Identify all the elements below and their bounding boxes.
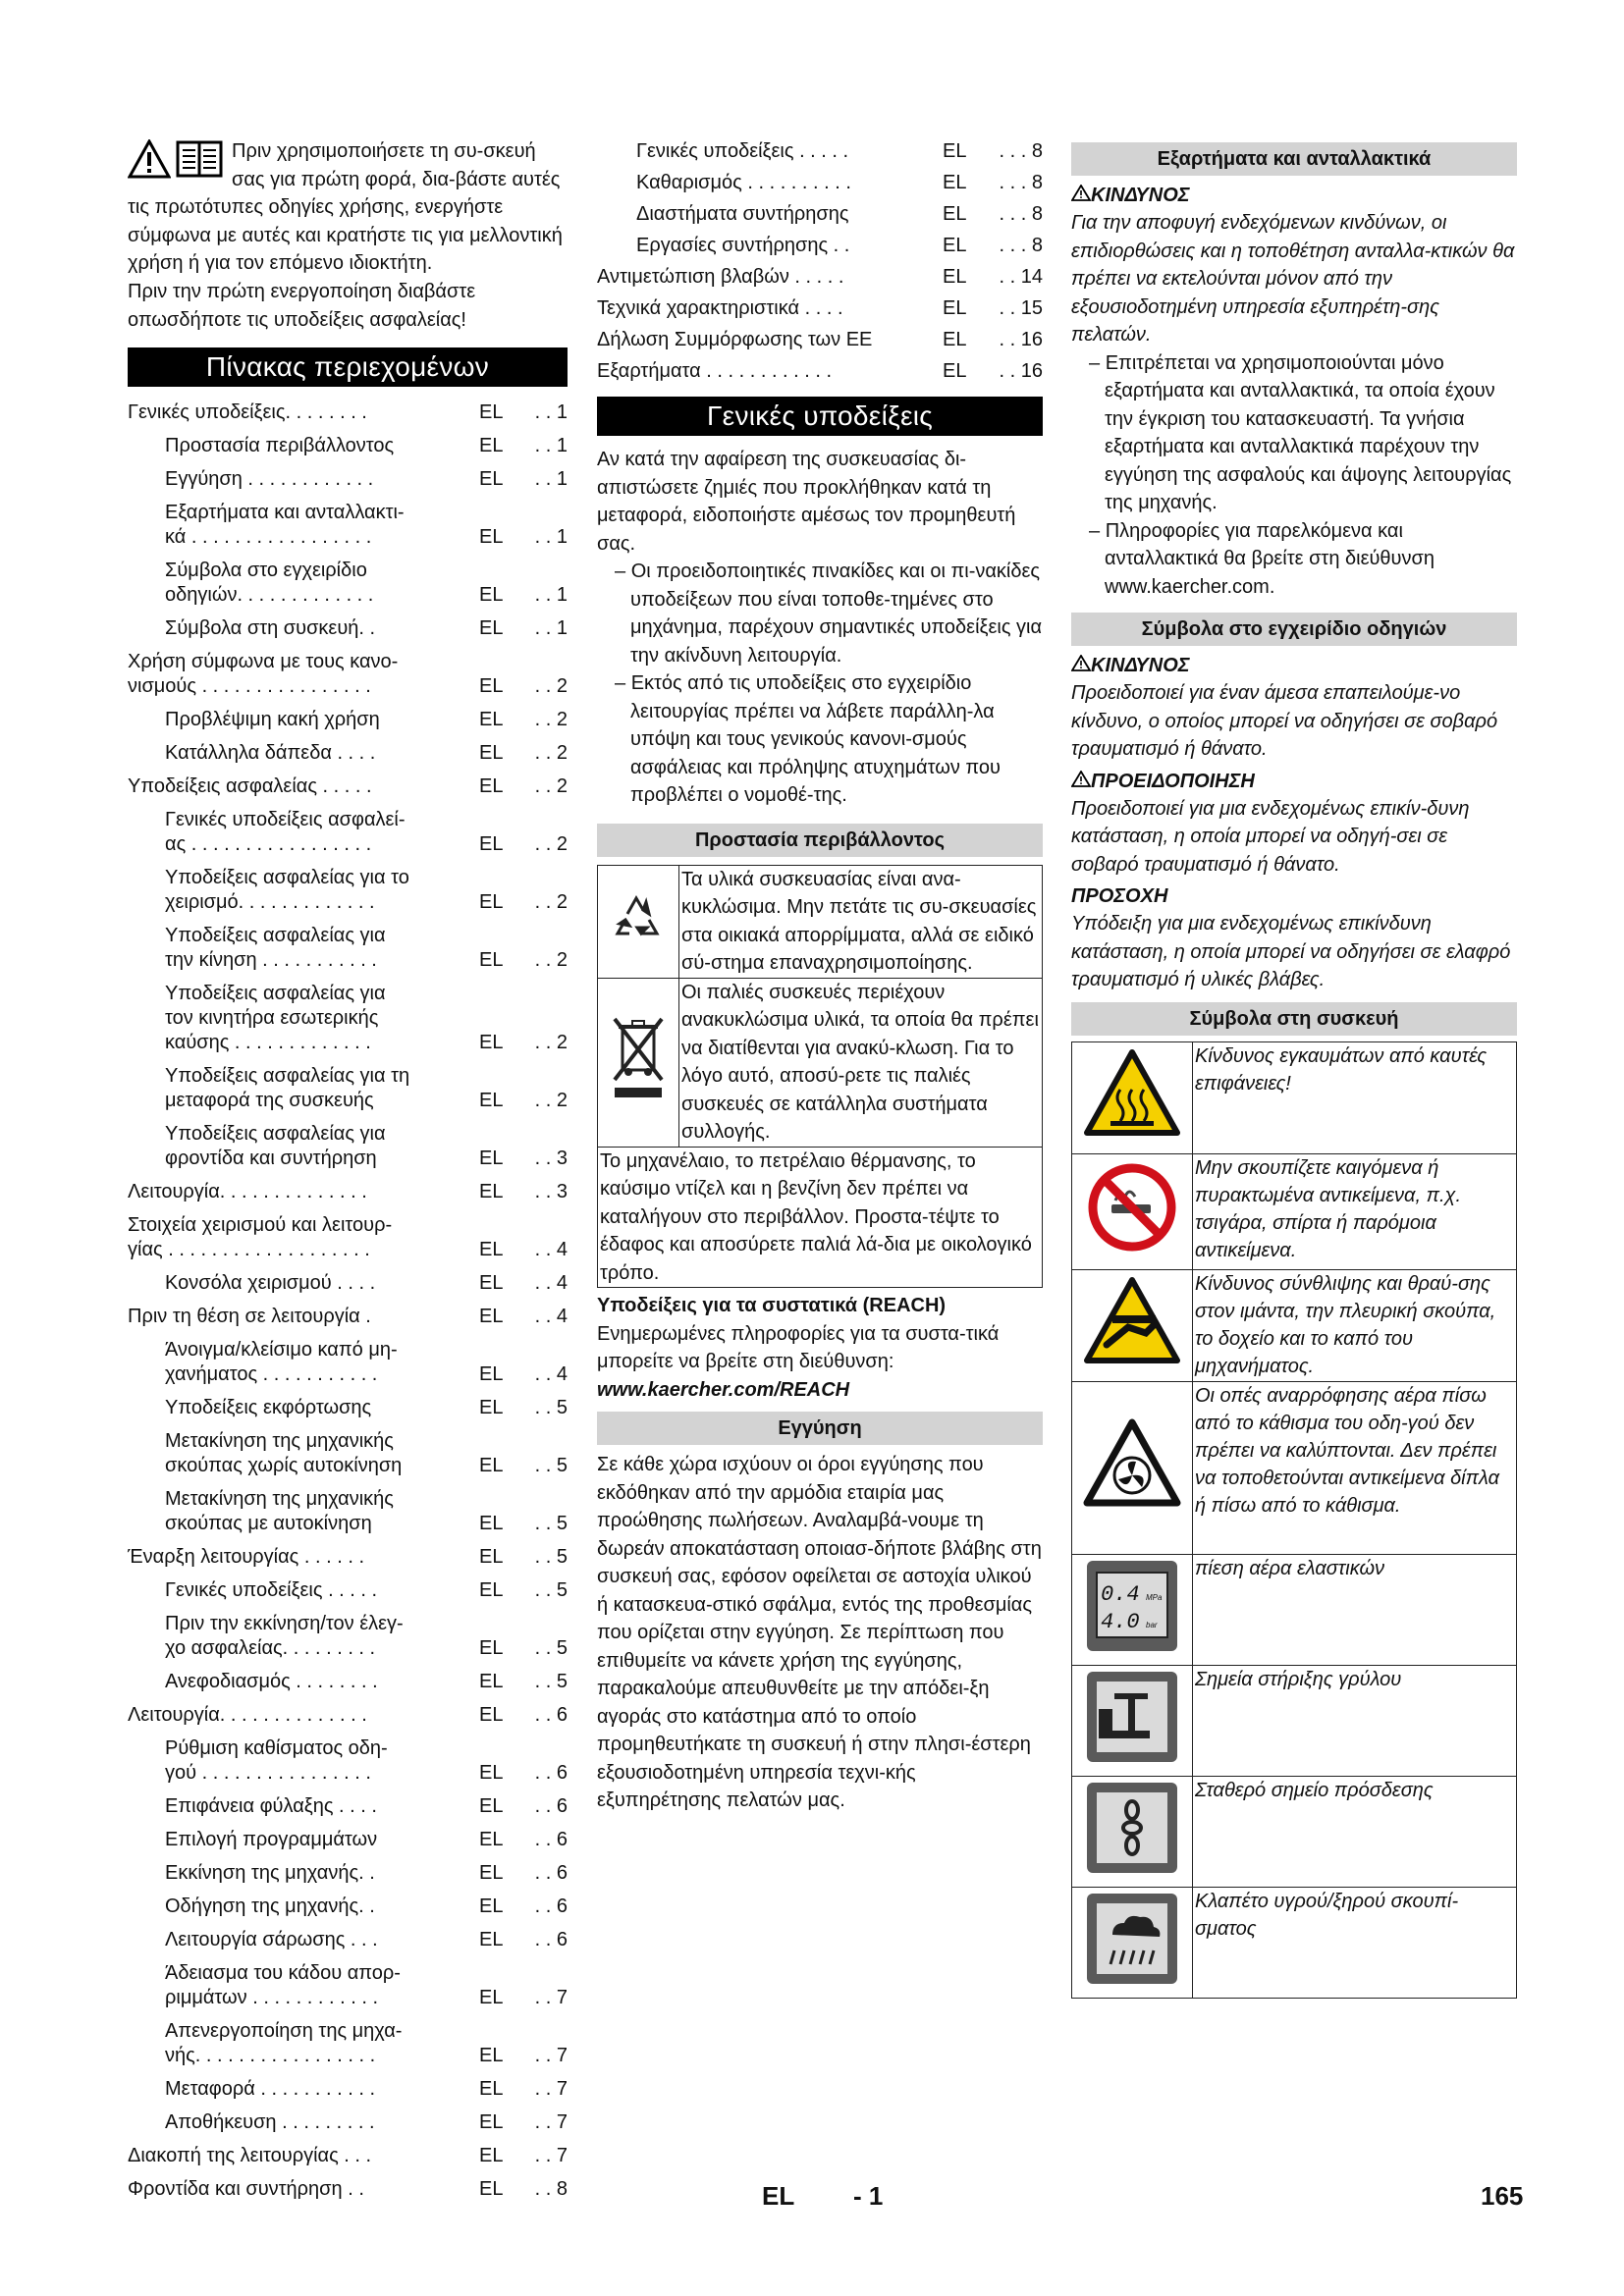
toc-entry-title: Μετακίνηση της μηχανικής σκούπας με αυτοκίνηση	[165, 1488, 394, 1535]
toc-entry-page: . . 2	[534, 949, 568, 972]
toc-entry-title: Υποδείξεις ασφαλείας για το χειρισμό. . . . . . . . . . . . .	[165, 867, 409, 914]
toc-entry-title: Λειτουργία. . . . . . . . . . . . . .	[128, 1704, 367, 1727]
toc-entry-page: . . 5	[534, 1671, 568, 1693]
column-1	[128, 137, 568, 2207]
toc-entry[interactable]	[128, 1541, 568, 1575]
toc-entry-title: Υποδείξεις εκφόρτωσης	[165, 1397, 372, 1419]
toc-entry[interactable]	[128, 1118, 568, 1176]
toc-entry-title: Υποδείξεις ασφαλείας για φροντίδα και συντήρηση	[165, 1123, 386, 1170]
toc-entry[interactable]	[128, 862, 568, 920]
toc-entry-lang: EL	[479, 401, 504, 424]
toc-entry-title: Γενικές υποδείξεις . . . . .	[165, 1579, 378, 1602]
toc-entry[interactable]	[128, 2073, 568, 2107]
toc-entry-lang: EL	[479, 2145, 504, 2167]
toc-entry-page: . . 2	[534, 675, 568, 698]
toc-entry-page: . . 7	[534, 2045, 568, 2067]
toc-entry-title: Έναρξη λειτουργίας . . . . . .	[128, 1546, 364, 1569]
toc-entry-lang: EL	[479, 435, 504, 457]
recycling-icon	[598, 865, 679, 978]
toc-entry-title: Εγγύηση . . . . . . . . . . . .	[165, 468, 374, 491]
toc-entry-page: . . 1	[534, 468, 568, 491]
toc-entry-title: Διακοπή της λειτουργίας . . .	[128, 2145, 372, 2167]
toc-entry-lang: EL	[943, 266, 967, 288]
toc-entry-page: . . 16	[999, 329, 1043, 350]
toc-entry-lang: EL	[479, 1397, 504, 1419]
toc-entry-lang: EL	[479, 1513, 504, 1535]
toc-entry-title: Εξαρτήματα και ανταλλακτι- κά . . . . . . . . . . . . . . . . .	[165, 502, 405, 549]
toc-entry[interactable]	[128, 920, 568, 978]
toc-entry-title: Λειτουργία σάρωσης . . .	[165, 1929, 378, 1951]
toc-entry-title: Κατάλληλα δάπεδα . . . .	[165, 742, 376, 765]
toc-entry-lang: EL	[479, 1829, 504, 1851]
toc-entry[interactable]	[128, 397, 568, 430]
intro	[128, 137, 568, 334]
toc-entry-page: . . 6	[534, 1704, 568, 1727]
toc-entry-title: Γενικές υποδείξεις ασφαλεί- ας . . . . . . . . . . . . . . . . .	[165, 809, 406, 856]
toc-entry[interactable]	[128, 2107, 568, 2140]
toc-entry-lang: EL	[479, 2111, 504, 2134]
toc-entry-title: Εργασίες συντήρησης . .	[636, 235, 850, 256]
toc-entry[interactable]	[597, 198, 1043, 230]
toc-entry-page: . . 2	[534, 709, 568, 731]
toc-entry-title: Ρύθμιση καθίσματος οδη- γού . . . . . . . . . . . . . . . .	[165, 1737, 388, 1785]
warning-triangle-icon	[128, 139, 171, 179]
manual-caution-text: Υπόδειξη για μια ενδεχομένως επικίνδυνη κατάσταση, η οποία μπορεί να οδηγήσει σε ελαφρό τραυματισμό ή υλικές βλάβες.	[1071, 913, 1511, 990]
toc-entry-page: . . 6	[534, 1862, 568, 1885]
toc-entry-lang: EL	[479, 1637, 504, 1660]
toc-entry-lang: EL	[479, 617, 504, 640]
general-title: Γενικές υποδείξεις	[597, 397, 1043, 436]
symbol-text: Μην σκουπίζετε καιγόμενα ή πυρακτωμένα αντικείμενα, π.χ. τσιγάρα, σπίρτα ή παρόμοια αντικείμενα.	[1193, 1153, 1517, 1269]
toc-entry-title: Εκκίνηση της μηχανής. .	[165, 1862, 375, 1885]
reach-url[interactable]: www.kaercher.com/REACH	[597, 1378, 850, 1401]
toc-entry-page: . . 6	[534, 1896, 568, 1918]
symbol-text: Κίνδυνος σύνθλιψης και θραύ-σης στον ιμάντα, την πλευρική σκούπα, το δοχείο και το καπό του μηχανήματος.	[1193, 1269, 1517, 1381]
toc-entry-lang: EL	[479, 1987, 504, 2009]
general-para: Αν κατά την αφαίρεση της συσκευασίας δι-απιστώσετε ζημιές που προκλήθηκαν κατά τη μεταφορά, ειδοποιήστε αμέσως τον προμηθευτή σας.	[597, 449, 1016, 555]
toc-entry-lang: EL	[479, 1579, 504, 1602]
jack-point-icon	[1072, 1665, 1193, 1776]
accessories-danger-text: Για την αποφυγή ενδεχόμενων κινδύνων, οι επιδιορθώσεις και η τοποθέτηση ανταλλα-κτικών θα πρέπει να εκτελούνται μόνον από την εξουσιοδοτημένη υπηρεσία εξυπηρέτη-σης πελατών.	[1071, 212, 1515, 346]
toc-entry-page: . . 15	[999, 297, 1043, 319]
symbol-row	[1072, 1776, 1517, 1887]
toc-entry[interactable]	[128, 497, 568, 555]
toc-entry-page: . . 3	[534, 1181, 568, 1203]
toc-entry-page: . . . 8	[999, 203, 1043, 225]
toc-entry[interactable]	[597, 261, 1043, 293]
toc-entry-title: Άδειασμα του κάδου απορ- ριμμάτων . . . . . . . . . . . .	[165, 1962, 401, 2009]
toc-entry[interactable]	[128, 646, 568, 704]
toc-entry-title: Σύμβολα στη συσκευή. .	[165, 617, 376, 640]
toc-entry-page: . . . 8	[999, 140, 1043, 162]
toc-entry[interactable]	[128, 1267, 568, 1301]
toc-entry[interactable]	[128, 978, 568, 1060]
manual-warning-label: ΠΡΟΕΙΔΟΠΟΙΗΣΗ	[1071, 768, 1517, 795]
toc-entry-page: . . 1	[534, 526, 568, 549]
toc-entry-page: . . 5	[534, 1579, 568, 1602]
tyre-pressure-icon	[1072, 1554, 1193, 1665]
toc-entry[interactable]	[128, 2015, 568, 2073]
toc-entry-title: Δήλωση Συμμόρφωσης των ΕΕ	[597, 329, 873, 350]
accessories-bullet: – Πληροφορίες για παρελκόμενα και ανταλλακτικά θα βρείτε στη διεύθυνση www.kaercher.com.	[1071, 517, 1517, 602]
toc-entry-title: Απενεργοποίηση της μηχα- νής. . . . . . . . . . . . . . . . .	[165, 2020, 403, 2067]
warranty-title: Εγγύηση	[597, 1412, 1043, 1445]
toc-entry-page: . . 1	[534, 401, 568, 424]
toc-entry-title: Πριν τη θέση σε λειτουργία .	[128, 1306, 371, 1328]
environment-table	[597, 865, 1043, 1289]
toc-entry-page: . . 2	[534, 1032, 568, 1054]
toc-entry-title: Αποθήκευση . . . . . . . . .	[165, 2111, 375, 2134]
toc-entry-title: Μεταφορά . . . . . . . . . . .	[165, 2078, 376, 2101]
toc-entry-lang: EL	[479, 1032, 504, 1054]
symbol-row	[1072, 1665, 1517, 1776]
device-symbols-table	[1071, 1041, 1517, 1999]
toc-entry-title: Προβλέψιμη κακή χρήση	[165, 709, 380, 731]
toc-entry[interactable]	[128, 463, 568, 497]
toc-entry[interactable]	[128, 1575, 568, 1608]
toc-entry-title: Πριν την εκκίνηση/τον έλεγ- χο ασφαλείας. . . . . . . . .	[165, 1613, 404, 1660]
crush-hazard-icon	[1072, 1269, 1193, 1381]
toc-entry-lang: EL	[479, 1546, 504, 1569]
symbol-text: Κλαπέτο υγρού/ξηρού σκουπί-σματος	[1193, 1887, 1517, 1998]
column-3	[1071, 137, 1517, 1999]
symbol-row	[1072, 1381, 1517, 1554]
no-burning-objects-icon	[1072, 1153, 1193, 1269]
reach-title: Υποδείξεις για τα συστατικά (REACH)	[597, 1295, 947, 1316]
toc-entry-title: Επιφάνεια φύλαξης . . . .	[165, 1795, 377, 1818]
toc-entry-title: Γενικές υποδείξεις . . . . .	[636, 140, 849, 162]
toc-entry-lang: EL	[479, 1181, 504, 1203]
manual-caution-label: ΠΡΟΣΟΧΗ	[1071, 885, 1168, 907]
toc-entry-title: Διαστήματα συντήρησης	[636, 203, 849, 225]
warning-triangle-icon	[1071, 771, 1091, 787]
environment-row	[598, 978, 1043, 1147]
toc-entry[interactable]	[128, 1176, 568, 1209]
fan-warning-icon	[1072, 1381, 1193, 1554]
warning-triangle-icon	[1071, 655, 1091, 671]
toc-entry[interactable]	[597, 355, 1043, 387]
symbol-text: Σταθερό σημείο πρόσδεσης	[1193, 1776, 1517, 1887]
toc-entry-title: Μετακίνηση της μηχανικής σκούπας χωρίς αυτοκίνηση	[165, 1430, 403, 1477]
symbol-row	[1072, 1041, 1517, 1153]
toc-entry-page: . . 16	[999, 360, 1043, 382]
toc-entry-page: . . 7	[534, 2078, 568, 2101]
crossed-bin-icon	[598, 978, 679, 1147]
symbol-text: πίεση αέρα ελαστικών	[1193, 1554, 1517, 1665]
toc-entry-page: . . 7	[534, 2111, 568, 2134]
toc-entry-page: . . 14	[999, 266, 1043, 288]
toc-entry[interactable]	[597, 167, 1043, 198]
reach-text: Ενημερωμένες πληροφορίες για τα συστα-τικά μπορείτε να βρείτε στη διεύθυνση:	[597, 1322, 1000, 1372]
symbol-text: Κίνδυνος εγκαυμάτων από καυτές επιφάνειες!	[1193, 1041, 1517, 1153]
toc-entry-lang: EL	[943, 172, 967, 193]
toc-entry-lang: EL	[479, 1090, 504, 1112]
toc-entry-lang: EL	[943, 297, 967, 319]
toc-entry-lang: EL	[479, 1148, 504, 1170]
manual-danger-text: Προειδοποιεί για έναν άμεσα επαπειλούμε-νο κίνδυνο, ο οποίος μπορεί να οδηγήσει σε σοβαρό τραυματισμό ή θάνατο.	[1071, 682, 1498, 760]
toc-entry-title: Υποδείξεις ασφαλείας για την κίνηση . . . . . . . . . . .	[165, 925, 386, 972]
toc-entry-lang: EL	[479, 2045, 504, 2067]
toc-entry-title: Εξαρτήματα . . . . . . . . . . . .	[597, 360, 833, 382]
toc-entry[interactable]	[128, 1891, 568, 1924]
toc-entry-lang: EL	[479, 2078, 504, 2101]
toc-entry[interactable]	[128, 1209, 568, 1267]
toc-entry-lang: EL	[479, 468, 504, 491]
toc-entry-page: . . 6	[534, 1795, 568, 1818]
toc-entry-title: Υποδείξεις ασφαλείας . . . . .	[128, 775, 372, 798]
warning-triangle-icon	[1071, 185, 1091, 201]
toc-entry[interactable]	[128, 1699, 568, 1733]
warranty-text: Σε κάθε χώρα ισχύουν οι όροι εγγύησης που εκδόθηκαν από την αρμόδια εταιρία μας προώθησης πωλήσεων. Αναλαμβά-νουμε τη δωρεάν αποκατάσταση οποιασ-δήποτε βλάβης στη συσκευή σας, εφόσον οφείλεται σε αστοχία υλικού ή κατασκευα-στικό σφάλμα, εντός της προθεσμίας που ορίζεται στην εγγύηση. Σε περίπτωση που επιθυμείτε να κάνετε χρήση της εγγύησης, παρακαλούμε απευθυνθείτε με την απόδει-ξη αγοράς στο κατάστημα από το οποίο προμηθευτήκατε τη συσκευή ή στην πλησι-έστερη εξουσιοδοτημένη υπηρεσία τεχνι-κής εξυπηρέτησης πελατών μας.	[597, 1454, 1042, 1811]
toc-entry[interactable]	[128, 1334, 568, 1392]
symbol-text: Σημεία στήριξης γρύλου	[1193, 1665, 1517, 1776]
toc-entry-lang: EL	[943, 360, 967, 382]
toc-entry-page: . . 8	[534, 2178, 568, 2201]
toc-entry[interactable]	[128, 555, 568, 613]
footer-page-local: - 1	[853, 2181, 884, 2211]
column-2	[597, 135, 1043, 1815]
symbol-text: Οι οπές αναρρόφησης αέρα πίσω από το κάθισμα του οδη-γού δεν πρέπει να καλύπτονται. Δεν πρέπει να τοποθετούνται αντικείμενα δίπλα ή πίσω από το κάθισμα.	[1193, 1381, 1517, 1554]
intro-text: Πριν χρησιμοποιήσετε τη συ-σκευή σας για πρώτη φορά, δια-βάστε αυτές τις πρωτότυπες οδηγίες χρήσης, ενεργήστε σύμφωνα με αυτές και κρατήστε τις για μελλοντική χρήση ή για τον επόμενο ιδιοκτήτη.	[128, 140, 563, 275]
toc-entry-lang: EL	[479, 1239, 504, 1261]
toc-entry[interactable]	[128, 1957, 568, 2015]
toc-entry-page: . . 3	[534, 1148, 568, 1170]
toc-entry-title: Ανεφοδιασμός . . . . . . . .	[165, 1671, 378, 1693]
toc-entry-title: Οδήγηση της μηχανής. .	[165, 1896, 375, 1918]
toc-entry[interactable]	[597, 135, 1043, 167]
toc-entry-lang: EL	[479, 1896, 504, 1918]
toc-entry-title: Υποδείξεις ασφαλείας για τη μεταφορά της συσκευής	[165, 1065, 410, 1112]
toc-entry-lang: EL	[479, 742, 504, 765]
toc-entry-lang: EL	[479, 709, 504, 731]
intro-text-2: Πριν την πρώτη ενεργοποίηση διαβάστε οπωσδήποτε τις υποδείξεις ασφαλείας!	[128, 280, 476, 331]
toc-entry[interactable]	[128, 2173, 568, 2207]
toc-entry-page: . . 2	[534, 1090, 568, 1112]
toc-entry[interactable]	[128, 1790, 568, 1824]
toc-entry[interactable]	[128, 704, 568, 737]
toc-entry[interactable]	[128, 1733, 568, 1790]
toc-entry-title: Γενικές υποδείξεις. . . . . . . .	[128, 401, 367, 424]
general-bullets	[597, 558, 1043, 810]
toc-entry-lang: EL	[479, 1795, 504, 1818]
toc-title: Πίνακας περιεχομένων	[128, 347, 568, 387]
toc-entry[interactable]	[597, 324, 1043, 355]
toc-entry-lang: EL	[943, 140, 967, 162]
accessories-title: Εξαρτήματα και ανταλλακτικά	[1071, 142, 1517, 176]
toc-entry[interactable]	[128, 1060, 568, 1118]
hot-surface-warning-icon	[1072, 1041, 1193, 1153]
toc-entry-page: . . 4	[534, 1306, 568, 1328]
toc-list	[128, 397, 568, 2207]
toc-entry-lang: EL	[479, 1455, 504, 1477]
toc-entry[interactable]	[128, 1608, 568, 1666]
tyre-mpa-value: 0.4	[1101, 1581, 1140, 1607]
toc-entry-lang: EL	[479, 1272, 504, 1295]
toc-entry-lang: EL	[943, 329, 967, 350]
toc-entry-page: . . 5	[534, 1637, 568, 1660]
accessories-bullets	[1071, 349, 1517, 602]
environment-text: Οι παλιές συσκευές περιέχουν ανακυκλώσιμα υλικά, τα οποία θα πρέπει να διατίθενται για ανακύ-κλωση. Για το λόγο αυτό, αποσύ-ρετε τις παλιές συσκευές σε κατάλληλα συστήματα συλλογής.	[679, 978, 1043, 1147]
toc-entry-page: . . 1	[534, 617, 568, 640]
toc-entry-page: . . 7	[534, 1987, 568, 2009]
toc-entry-title: Υποδείξεις ασφαλείας για τον κινητήρα εσωτερικής καύσης . . . . . . . . . . . . .	[165, 983, 386, 1054]
toc-entry-page: . . 5	[534, 1546, 568, 1569]
toc-entry[interactable]	[128, 771, 568, 804]
toc-entry-page: . . 4	[534, 1272, 568, 1295]
manual-symbols-title: Σύμβολα στο εγχειρίδιο οδηγιών	[1071, 613, 1517, 646]
toc-entry-page: . . 1	[534, 584, 568, 607]
toc-entry-page: . . 2	[534, 742, 568, 765]
toc-entry-page: . . . 8	[999, 172, 1043, 193]
toc-entry-title: Φροντίδα και συντήρηση . .	[128, 2178, 364, 2201]
manual-warning-text: Προειδοποιεί για μια ενδεχομένως επικίν-δυνη κατάσταση, η οποία μπορεί να οδηγή-σει σε σοβαρό τραυματισμό ή θάνατο.	[1071, 797, 1470, 876]
toc-entry-title: Στοιχεία χειρισμού και λειτουρ- γίας . . . . . . . . . . . . . . . . . . .	[128, 1214, 393, 1261]
toc-entry[interactable]	[128, 1483, 568, 1541]
toc-entry[interactable]	[597, 293, 1043, 324]
toc-entry-title: Χρήση σύμφωνα με τους κανο- νισμούς . . . . . . . . . . . . . . . .	[128, 651, 399, 698]
toc-entry-page: . . 5	[534, 1455, 568, 1477]
toc-entry[interactable]	[128, 1301, 568, 1334]
toc-entry-lang: EL	[479, 1862, 504, 1885]
toc-entry-lang: EL	[943, 203, 967, 225]
toc-entry[interactable]	[128, 804, 568, 862]
environment-row	[598, 1147, 1043, 1288]
toc-entry-lang: EL	[479, 1704, 504, 1727]
toc-entry-lang: EL	[479, 891, 504, 914]
toc-entry-lang: EL	[479, 526, 504, 549]
toc-entry-title: Σύμβολα στο εγχειρίδιο οδηγιών. . . . . . . . . . . . .	[165, 560, 374, 607]
device-symbols-title: Σύμβολα στη συσκευή	[1071, 1002, 1517, 1036]
general-bullet: – Εκτός από τις υποδείξεις στο εγχειρίδιο λειτουργίας πρέπει να λάβετε παράλλη-λα υπόψη και τους γενικούς κανονι-σμούς ασφάλειας και πρόληψης ατυχημάτων που προβλέπει ο νομοθέ-της.	[597, 669, 1043, 810]
toc-entry-title: Κονσόλα χειρισμού . . . .	[165, 1272, 376, 1295]
toc-entry-lang: EL	[479, 2178, 504, 2201]
toc-entry-title: Επιλογή προγραμμάτων	[165, 1829, 378, 1851]
toc-entry-page: . . 6	[534, 1929, 568, 1951]
toc-entry-title: Αντιμετώπιση βλαβών . . . . .	[597, 266, 844, 288]
toc-entry-page: . . 5	[534, 1397, 568, 1419]
toc-entry-lang: EL	[479, 1929, 504, 1951]
accessories-danger-label: ΚΙΝΔΥΝΟΣ	[1071, 182, 1517, 209]
toc-entry[interactable]	[128, 1666, 568, 1699]
toc-entry-page: . . 2	[534, 775, 568, 798]
toc-entry-lang: EL	[479, 675, 504, 698]
toc-entry-title: Άνοιγμα/κλείσιμο καπό μη- χανήματος . . . . . . . . . . .	[165, 1339, 398, 1386]
toc-entry-lang: EL	[479, 1671, 504, 1693]
oil-note: Το μηχανέλαιο, το πετρέλαιο θέρμανσης, το καύσιμο ντίζελ και η βενζίνη δεν πρέπει να καταλήγουν στο περιβάλλον. Προστα-τέψτε το έδαφος και αποσύρετε παλιά λά-δια με οικολογικό τρόπο.	[598, 1147, 1043, 1288]
toc-entry[interactable]	[128, 1824, 568, 1857]
toc-entry-page: . . 7	[534, 2145, 568, 2167]
toc-entry[interactable]	[128, 1924, 568, 1957]
symbol-row	[1072, 1887, 1517, 1998]
general-bullet: – Οι προειδοποιητικές πινακίδες και οι πι-νακίδες υποδείξεων που είναι τοποθε-τημένες στο μηχάνημα, παρέχουν σημαντικές υποδείξεις για την ακίνδυνη λειτουργία.	[597, 558, 1043, 669]
toc-entry[interactable]	[597, 230, 1043, 261]
toc-entry-lang: EL	[479, 775, 504, 798]
toc-entry[interactable]	[128, 1857, 568, 1891]
toc-entry-lang: EL	[479, 1363, 504, 1386]
toc-entry-page: . . 5	[534, 1513, 568, 1535]
footer-page-number: 165	[1481, 2181, 1524, 2211]
intro-icons	[128, 137, 224, 179]
symbol-row	[1072, 1269, 1517, 1381]
svg-text:bar: bar	[1146, 1620, 1158, 1629]
toc-entry-page: . . 1	[534, 435, 568, 457]
footer-language: EL	[762, 2181, 795, 2211]
manual-danger-label: ΚΙΝΔΥΝΟΣ	[1071, 652, 1517, 679]
toc-entry-lang: EL	[479, 949, 504, 972]
manual-book-icon	[175, 139, 224, 179]
toc-entry[interactable]	[128, 2140, 568, 2173]
environment-title: Προστασία περιβάλλοντος	[597, 824, 1043, 857]
toc-entry-page: . . 4	[534, 1363, 568, 1386]
environment-row	[598, 865, 1043, 978]
toc-entry-title: Προστασία περιβάλλοντος	[165, 435, 395, 457]
tyre-bar-value: 4.0	[1101, 1609, 1140, 1634]
toc-entry-lang: EL	[479, 1306, 504, 1328]
toc-continued	[597, 135, 1043, 387]
toc-entry-page: . . 6	[534, 1829, 568, 1851]
toc-entry-page: . . 4	[534, 1239, 568, 1261]
toc-entry[interactable]	[128, 430, 568, 463]
toc-entry-title: Τεχνικά χαρακτηριστικά . . . .	[597, 297, 843, 319]
toc-entry[interactable]	[128, 613, 568, 646]
toc-entry[interactable]	[128, 737, 568, 771]
toc-entry-title: Λειτουργία. . . . . . . . . . . . . .	[128, 1181, 367, 1203]
toc-entry-lang: EL	[943, 235, 967, 256]
toc-entry-lang: EL	[479, 584, 504, 607]
toc-entry[interactable]	[128, 1425, 568, 1483]
toc-entry-page: . . 2	[534, 833, 568, 856]
toc-entry-page: . . 6	[534, 1762, 568, 1785]
toc-entry-title: Καθαρισμός . . . . . . . . . .	[636, 172, 851, 193]
toc-entry[interactable]	[128, 1392, 568, 1425]
wet-dry-flap-icon	[1072, 1887, 1193, 1998]
toc-entry-lang: EL	[479, 833, 504, 856]
environment-text: Τα υλικά συσκευασίας είναι ανα-κυκλώσιμα. Μην πετάτε τις συ-σκευασίες στα οικιακά απορρίμματα, αλλά σε ειδικό σύ-στημα επαναχρησιμοποίησης.	[679, 865, 1043, 978]
svg-text:MPa: MPa	[1146, 1592, 1163, 1602]
symbol-row	[1072, 1554, 1517, 1665]
toc-entry-page: . . 2	[534, 891, 568, 914]
toc-entry-lang: EL	[479, 1762, 504, 1785]
symbol-row	[1072, 1153, 1517, 1269]
toc-entry-page: . . . 8	[999, 235, 1043, 256]
accessories-bullet: – Επιτρέπεται να χρησιμοποιούνται μόνο εξαρτήματα και ανταλλακτικά, τα οποία έχουν την έγκριση του κατασκευαστή. Τα γνήσια εξαρτήματα και ανταλλακτικά παρέχουν την εγγύηση της ασφαλούς και άψογης λειτουργίας της μηχανής.	[1071, 349, 1517, 517]
tie-down-point-icon	[1072, 1776, 1193, 1887]
